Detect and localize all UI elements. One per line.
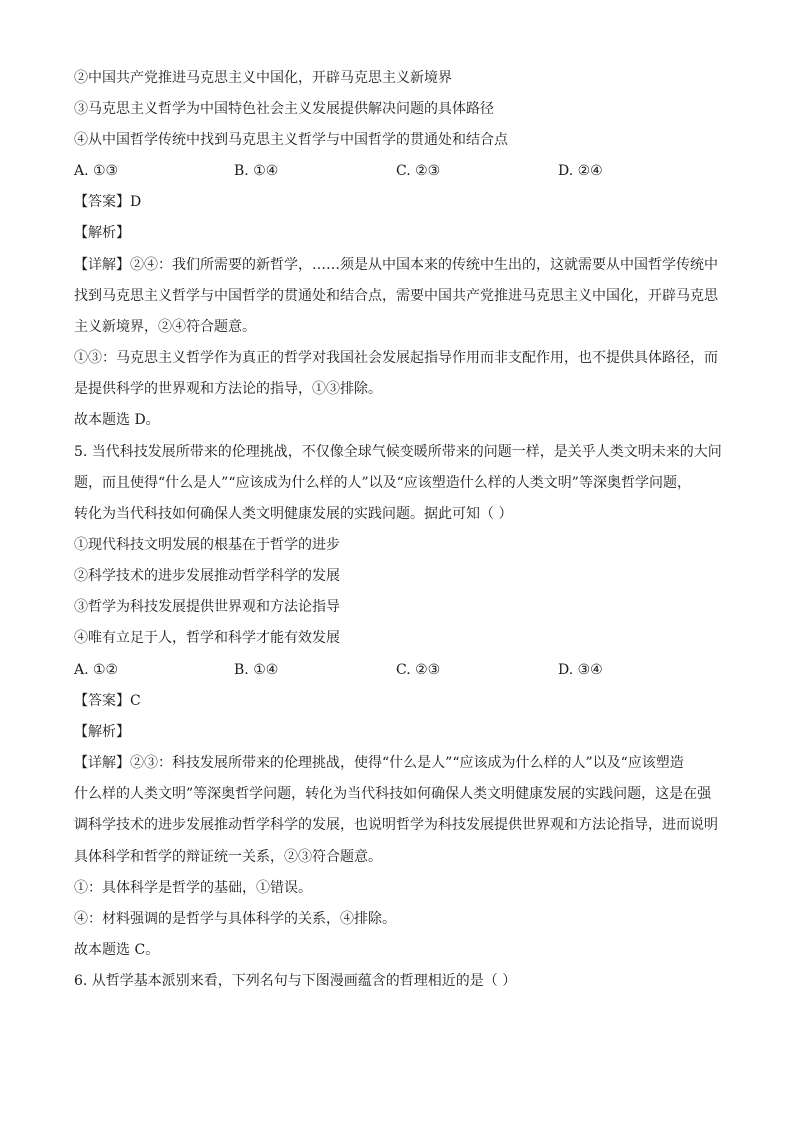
q4-detail-line: 【详解】②④：我们所需要的新哲学，……须是从中国本来的传统中生出的，这就需要从中国哲学传统中 bbox=[74, 257, 718, 273]
q5-detail-line: 什么样的人类文明”等深奥哲学问题，转化为当代科技如何确保人类文明健康发展的实践问题，这是在强 bbox=[74, 786, 712, 802]
q4-option-d: D. ②④ bbox=[558, 163, 603, 179]
q5-option-d: D. ③④ bbox=[558, 662, 603, 678]
q4-option-a: A. ①③ bbox=[74, 163, 119, 179]
q4-detail-line: 主义新境界，②④符合题意。 bbox=[74, 319, 256, 335]
q5-item-2: ②科学技术的进步发展推动哲学科学的发展 bbox=[74, 568, 340, 584]
q4-detail-line: ①③：马克思主义哲学作为真正的哲学对我国社会发展起指导作用而非支配作用，也不提供具体路径，而 bbox=[74, 350, 718, 366]
q5-conclusion: 故本题选 C。 bbox=[74, 942, 160, 958]
q4-detail-line: 找到马克思主义哲学与中国哲学的贯通处和结合点，需要中国共产党推进马克思主义中国化，开辟马克思 bbox=[74, 288, 718, 304]
q5-option-b: B. ①④ bbox=[234, 662, 279, 678]
q4-option-b: B. ①④ bbox=[234, 163, 279, 179]
q5-detail-line: ④：材料强调的是哲学与具体科学的关系，④排除。 bbox=[74, 911, 396, 927]
q5-detail-line: 调科学技术的进步发展推动哲学科学的发展，也说明哲学为科技发展提供世界观和方法论指导，进而说明 bbox=[74, 817, 718, 833]
q5-detail-line: 具体科学和哲学的辩证统一关系，②③符合题意。 bbox=[74, 849, 382, 865]
q5-detail-line: 【详解】②③：科技发展所带来的伦理挑战，使得“什么是人”“应该成为什么样的人”以及“应该塑造 bbox=[74, 755, 684, 771]
q5-stem-line: 5. 当代科技发展所带来的伦理挑战，不仅像全球气候变暖所带来的问题一样，是关乎人类文明未来的大问 bbox=[74, 444, 722, 460]
q5-item-1: ①现代科技文明发展的根基在于哲学的进步 bbox=[74, 537, 340, 553]
q5-stem-line: 转化为当代科技如何确保人类文明健康发展的实践问题。据此可知（ ） bbox=[74, 506, 513, 522]
q5-item-4: ④唯有立足于人，哲学和科学才能有效发展 bbox=[74, 630, 340, 646]
q4-option-c: C. ②③ bbox=[396, 163, 441, 179]
q5-answer: 【答案】C bbox=[74, 693, 141, 709]
q4-item-3: ③马克思主义哲学为中国特色社会主义发展提供解决问题的具体路径 bbox=[74, 101, 494, 117]
q5-stem-line: 题，而且使得“什么是人”“应该成为什么样的人”以及“应该塑造什么样的人类文明”等深奥哲学问题， bbox=[74, 475, 691, 491]
q4-item-4: ④从中国哲学传统中找到马克思主义哲学与中国哲学的贯通处和结合点 bbox=[74, 132, 508, 148]
q4-conclusion: 故本题选 D。 bbox=[74, 412, 160, 428]
q5-option-a: A. ①② bbox=[74, 662, 119, 678]
q4-analysis-heading: 【解析】 bbox=[74, 225, 130, 241]
q5-analysis-heading: 【解析】 bbox=[74, 724, 130, 740]
q6-stem: 6. 从哲学基本派别来看，下列名句与下图漫画蕴含的哲理相近的是（ ） bbox=[74, 973, 517, 989]
q5-item-3: ③哲学为科技发展提供世界观和方法论指导 bbox=[74, 599, 340, 615]
q4-item-2: ②中国共产党推进马克思主义中国化，开辟马克思主义新境界 bbox=[74, 70, 452, 86]
q4-answer: 【答案】D bbox=[74, 194, 142, 210]
q5-option-c: C. ②③ bbox=[396, 662, 441, 678]
q4-detail-line: 是提供科学的世界观和方法论的指导，①③排除。 bbox=[74, 381, 382, 397]
q5-detail-line: ①：具体科学是哲学的基础，①错误。 bbox=[74, 880, 312, 896]
